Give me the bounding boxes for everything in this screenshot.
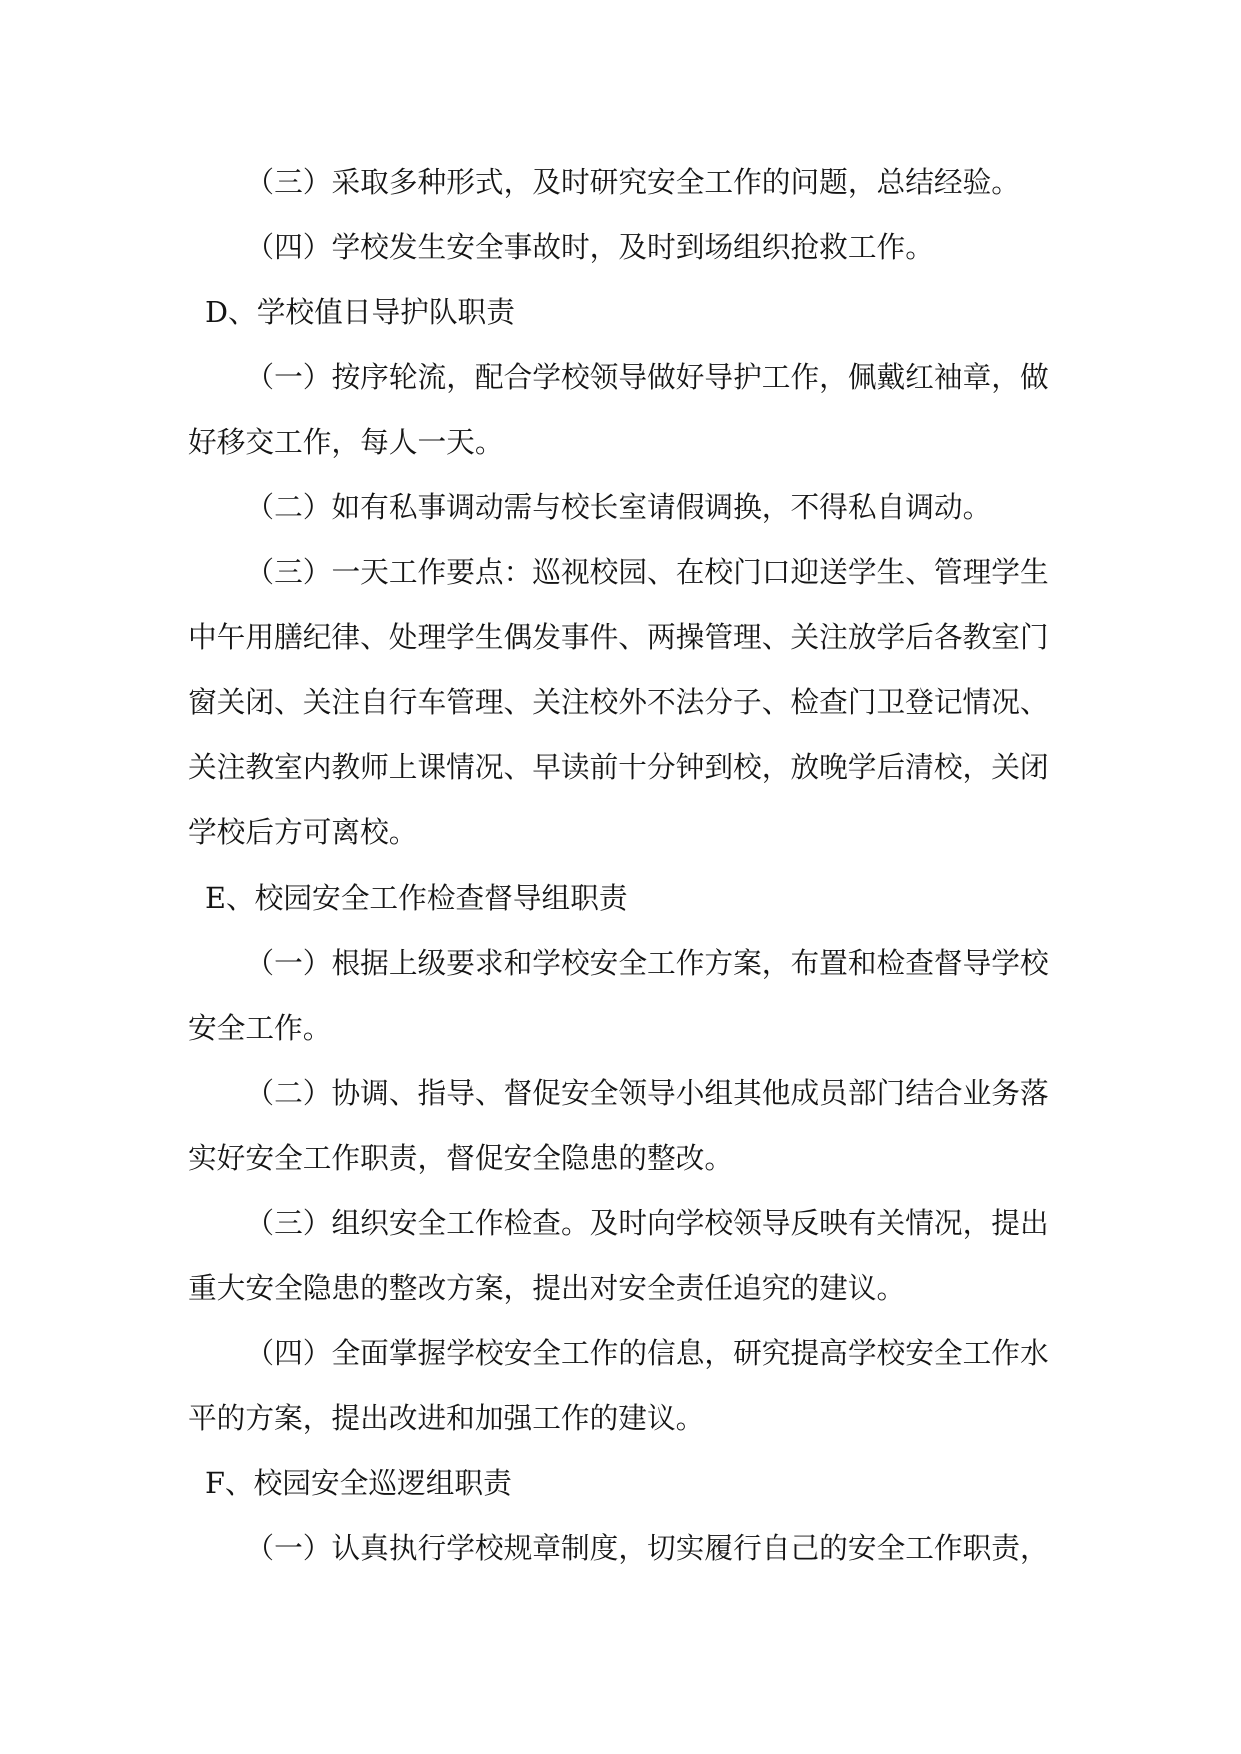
body-text [188,150,1054,1581]
text-line: （二）协调、指导、督促安全领导小组其他成员部门结合业务落 [245,1075,1049,1110]
paragraph [188,215,1054,280]
text-line: （一）认真执行学校规章制度，切实履行自己的安全工作职责， [245,1530,1049,1565]
section-heading [188,1451,1054,1516]
section-heading-text: F、校园安全巡逻组职责 [205,1465,512,1500]
paragraph [188,1321,1054,1451]
text-line: （一）按序轮流，配合学校领导做好导护工作，佩戴红袖章，做 [245,360,1049,395]
text-line: 学校后方可离校。 [188,815,418,850]
text-line: （四）学校发生安全事故时，及时到场组织抢救工作。 [245,230,934,265]
paragraph [188,931,1054,1061]
text-line: （三）组织安全工作检查。及时向学校领导反映有关情况，提出 [245,1205,1049,1240]
paragraph [188,1191,1054,1321]
text-line: 安全工作。 [188,1010,332,1045]
paragraph [188,475,1054,540]
paragraph [188,150,1054,215]
text-line: （三）一天工作要点：巡视校园、在校门口迎送学生、管理学生 [245,555,1049,590]
text-line: （三）采取多种形式，及时研究安全工作的问题，总结经验。 [245,165,1020,199]
text-line: 实好安全工作职责，督促安全隐患的整改。 [188,1140,734,1175]
text-line: 关注教室内教师上课情况、早读前十分钟到校，放晚学后清校，关闭 [188,750,1049,785]
text-line: 中午用膳纪律、处理学生偶发事件、两操管理、关注放学后各教室门 [188,620,1049,655]
paragraph [188,1061,1054,1191]
text-line: 平的方案，提出改进和加强工作的建议。 [188,1400,705,1435]
section-heading-text: E、校园安全工作检查督导组职责 [205,880,628,915]
section-heading [188,280,1054,345]
text-line: 好移交工作，每人一天。 [188,425,504,460]
paragraph [188,345,1054,475]
section-heading [188,866,1054,931]
text-line: 重大安全隐患的整改方案，提出对安全责任追究的建议。 [188,1270,906,1305]
text-line: 窗关闭、关注自行车管理、关注校外不法分子、检查门卫登记情况、 [188,685,1049,720]
paragraph [188,1516,1054,1581]
section-heading-text: D、学校值日导护队职责 [205,295,515,330]
text-line: （二）如有私事调动需与校长室请假调换，不得私自调动。 [245,490,992,525]
paragraph [188,540,1054,865]
text-line: （一）根据上级要求和学校安全工作方案，布置和检查督导学校 [245,945,1049,980]
text-line: （四）全面掌握学校安全工作的信息，研究提高学校安全工作水 [245,1335,1049,1370]
